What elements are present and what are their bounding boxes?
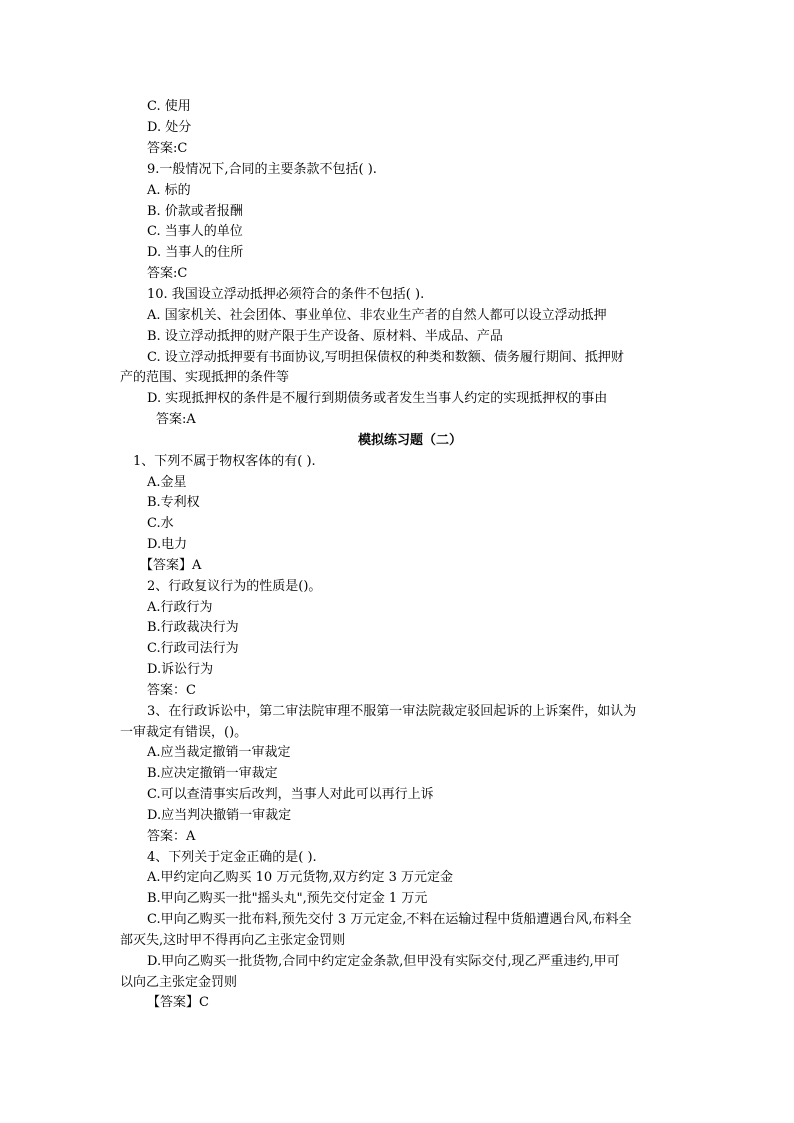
option-d: D.诉讼行为	[147, 662, 214, 677]
option-a: A. 标的	[147, 183, 191, 198]
section-title: 模拟练习题（二）	[358, 433, 463, 448]
answer: 答案:C	[147, 266, 188, 281]
option-c-continued: 部灭失,这时甲不得再向乙主张定金罚则	[120, 933, 346, 948]
question-3-continued: 一审裁定有错误，()。	[120, 725, 248, 740]
option-d: D. 实现抵押权的条件是不履行到期债务或者发生当事人约定的实现抵押权的事由	[147, 391, 608, 406]
question-3: 3、在行政诉讼中，第二审法院审理不服第一审法院裁定驳回起诉的上诉案件，如认为	[147, 704, 637, 719]
option-d-continued: 以向乙主张定金罚则	[120, 975, 238, 990]
option-b: B.应决定撤销一审裁定	[147, 766, 278, 781]
option-a: A. 国家机关、社会团体、事业单位、非农业生产者的自然人都可以设立浮动抵押	[147, 308, 607, 323]
option-c: C. 使用	[147, 99, 191, 114]
option-c: C. 设立浮动抵押要有书面协议,写明担保债权的种类和数额、债务履行期间、抵押财	[147, 350, 624, 365]
option-c: C.行政司法行为	[147, 641, 239, 656]
option-d: D.甲向乙购买一批货物,合同中约定定金条款,但甲没有实际交付,现乙严重违约,甲可	[147, 954, 620, 969]
answer: 【答案】A	[140, 558, 202, 573]
question-10: 10. 我国设立浮动抵押必须符合的条件不包括( ).	[147, 287, 425, 302]
option-d: D. 处分	[147, 120, 192, 135]
answer: 【答案】C	[147, 995, 209, 1010]
question-2: 2、行政复议行为的性质是()。	[147, 579, 322, 594]
option-a: A.行政行为	[147, 600, 213, 615]
option-a: A.金星	[147, 475, 187, 490]
question-4: 4、下列关于定金正确的是( ).	[147, 850, 317, 865]
option-d: D.电力	[147, 537, 188, 552]
answer: 答案:C	[147, 141, 188, 156]
option-a: A.应当裁定撤销一审裁定	[147, 745, 291, 760]
option-d: D.应当判决撤销一审裁定	[147, 808, 292, 823]
option-b: B.行政裁决行为	[147, 620, 239, 635]
option-c: C.甲向乙购买一批布料,预先交付 3 万元定金,不料在运输过程中货船遭遇台风,布料全	[147, 912, 632, 927]
option-b: B.甲向乙购买一批"摇头丸",预先交付定金 1 万元	[147, 891, 428, 906]
option-b: B. 价款或者报酬	[147, 204, 243, 219]
option-c: C.可以查清事实后改判，当事人对此可以再行上诉	[147, 787, 434, 802]
option-c-continued: 产的范围、实现抵押的条件等	[120, 370, 290, 385]
option-b: B.专利权	[147, 495, 200, 510]
answer: 答案：C	[147, 683, 196, 698]
option-a: A.甲约定向乙购买 10 万元货物,双方约定 3 万元定金	[147, 870, 453, 885]
answer: 答案:A	[156, 412, 196, 427]
option-c: C. 当事人的单位	[147, 224, 243, 239]
question-1: 1、下列不属于物权客体的有( ).	[133, 454, 316, 469]
option-c: C.水	[147, 516, 174, 531]
option-b: B. 设立浮动抵押的财产限于生产设备、原材料、半成品、产品	[147, 329, 503, 344]
answer: 答案：A	[147, 829, 196, 844]
question-9: 9.一般情况下,合同的主要条款不包括( ).	[147, 162, 377, 177]
option-d: D. 当事人的住所	[147, 245, 244, 260]
